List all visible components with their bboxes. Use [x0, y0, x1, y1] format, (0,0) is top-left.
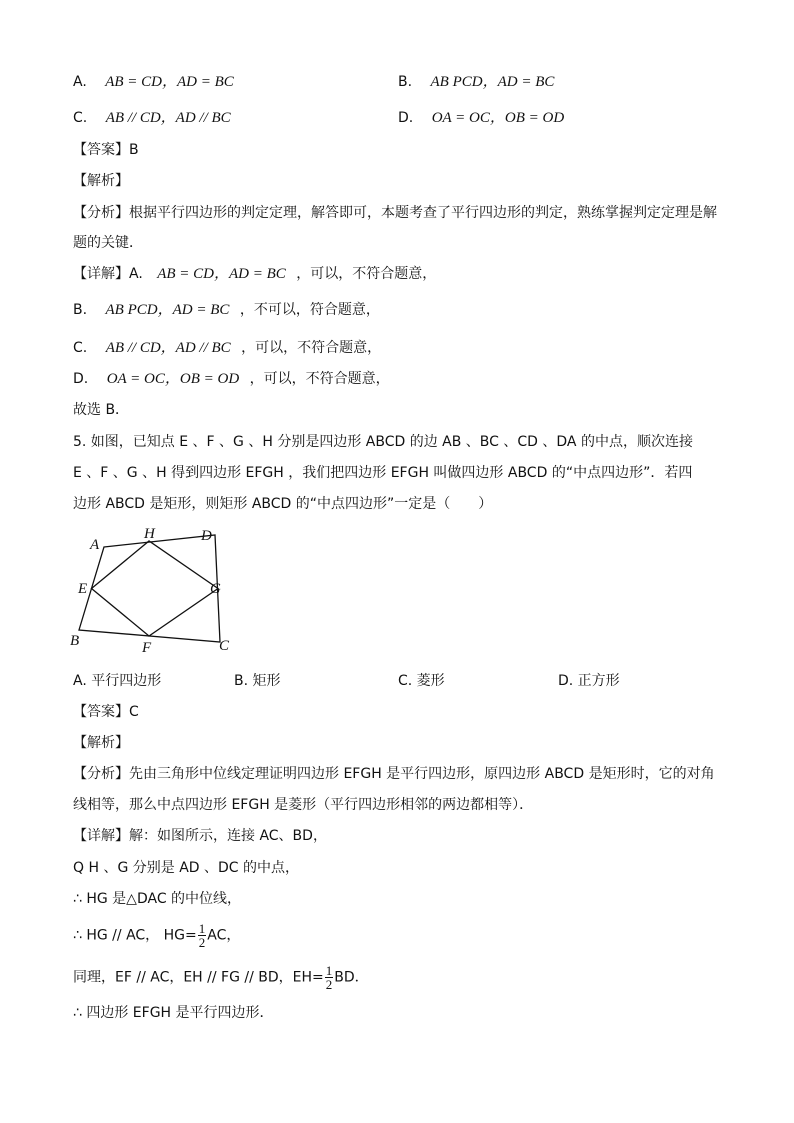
q4-option-d: D. OA = OC，OB = OD	[398, 110, 565, 126]
q5-question-line3: 边形 ABCD 是矩形，则矩形 ABCD 的“中点四边形”一定是（ ）	[73, 496, 493, 512]
q5-detail-line1: 【详解】解：如图所示，连接 AC、BD，	[73, 828, 327, 844]
q4-option-a: A. AB = CD，AD = BC	[73, 74, 234, 90]
label-f: F	[142, 640, 152, 656]
q5-option-c: C. 菱形	[398, 673, 445, 689]
quad-efgh	[92, 541, 219, 636]
q4-detail-a: 【详解】A. AB = CD，AD = BC ，可以，不符合题意，	[73, 266, 437, 282]
q5-answer: 【答案】C	[73, 704, 139, 720]
q4-option-c: C. AB // CD，AD // BC	[73, 110, 231, 126]
q4-option-b: B. AB PCD，AD = BC	[398, 74, 555, 90]
q5-question-line1: 5. 如图，已知点 E 、F 、G 、H 分别是四边形 ABCD 的边 AB 、BC 、CD 、DA 的中点，顺次连接	[73, 434, 693, 450]
q4-detail-d: D. OA = OC，OB = OD ，可以，不符合题意，	[73, 371, 390, 387]
q5-detail-line6: ∴ 四边形 EFGH 是平行四边形．	[73, 1005, 274, 1021]
q5-analysis-heading: 【解析】	[73, 735, 129, 751]
q5-question-line2: E 、F 、G 、H 得到四边形 EFGH ，我们把四边形 EFGH 叫做四边形 ABCD 的“中点四边形”．若四	[73, 465, 693, 481]
q5-detail-line4: ∴ HG // AC， HG= $\frac{1}{2}$ AC，	[73, 921, 241, 950]
q4-detail-b: B. AB PCD，AD = BC ，不可以，符合题意，	[73, 302, 380, 318]
label-e: E	[78, 581, 88, 597]
fraction-half: $\frac{1}{2}$	[198, 921, 206, 950]
label-a: A	[90, 537, 100, 553]
q5-detail-line5: 同理，EF // AC，EH // FG // BD，EH= $\frac{1}{2}$ BD．	[73, 963, 369, 992]
q4-analysis-heading: 【解析】	[73, 173, 129, 189]
q4-analysis-text-cont: 题的关键．	[73, 235, 143, 251]
q5-detail-line2: Q H 、G 分别是 AD 、DC 的中点，	[73, 860, 300, 876]
q4-analysis-text: 【分析】根据平行四边形的判定定理，解答即可，本题考查了平行四边形的判定，熟练掌握判定定理是解	[73, 205, 717, 221]
label-b: B	[70, 633, 80, 649]
q5-option-a: A. 平行四边形	[73, 673, 162, 689]
quadrilateral-figure	[60, 520, 250, 660]
q4-detail-c: C. AB // CD，AD // BC ，可以，不符合题意，	[73, 340, 382, 356]
q5-option-d: D. 正方形	[558, 673, 620, 689]
q5-analysis-text: 【分析】先由三角形中位线定理证明四边形 EFGH 是平行四边形，原四边形 ABCD 是矩形时，它的对角	[73, 766, 715, 782]
q5-option-b: B. 矩形	[234, 673, 281, 689]
label-d: D	[201, 528, 212, 544]
label-g: G	[210, 581, 221, 597]
label-h: H	[144, 526, 155, 542]
q4-answer: 【答案】B	[73, 142, 139, 158]
q5-detail-line3: ∴ HG 是△DAC 的中位线，	[73, 891, 242, 907]
quad-abcd	[79, 535, 220, 642]
label-c: C	[219, 638, 230, 654]
q4-conclusion: 故选 B．	[73, 402, 130, 418]
q5-analysis-text-cont: 线相等，那么中点四边形 EFGH 是菱形（平行四边形相邻的两边都相等）．	[73, 797, 534, 813]
fraction-half: $\frac{1}{2}$	[325, 963, 333, 992]
